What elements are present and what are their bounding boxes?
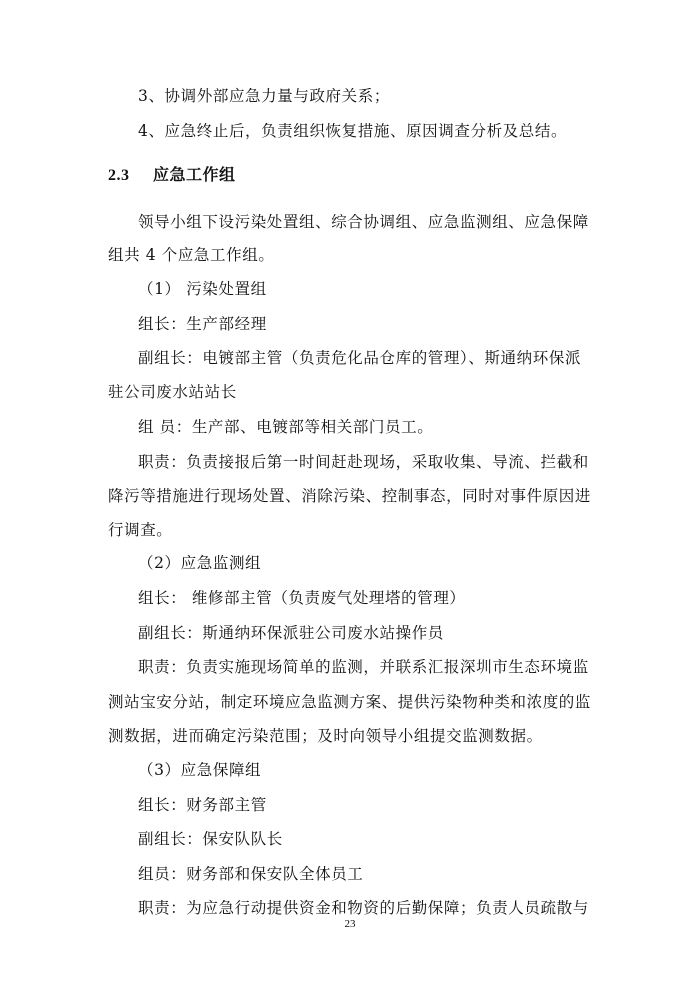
subsection-heading: （1） 污染处置组 <box>138 280 267 298</box>
text-line: 组 员：生产部、电镀部等相关部门员工。 <box>138 418 434 436</box>
text-line: 职责：负责实施现场简单的监测，并联系汇报深圳市生态环境监 <box>138 658 589 676</box>
text-line: 组长：财务部主管 <box>138 796 267 814</box>
text-line: 组长：生产部经理 <box>138 315 267 333</box>
text-line: 组共 4 个应急工作组。 <box>108 246 275 264</box>
text-line: 职责：为应急行动提供资金和物资的后勤保障；负责人员疏散与 <box>138 899 589 917</box>
text-line: 组员：财务部和保安队全体员工 <box>138 865 364 883</box>
text-line: 副组长：电镀部主管（负责危化品仓库的管理）、斯通纳环保派 <box>138 349 582 367</box>
page-number: 23 <box>344 918 356 930</box>
text-line: 领导小组下设污染处置组、综合协调组、应急监测组、应急保障 <box>138 213 589 231</box>
text-line: 行调查。 <box>108 521 173 539</box>
text-line: 驻公司废水站站长 <box>108 383 237 401</box>
text-line: 职责：负责接报后第一时间赶赴现场，采取收集、导流、拦截和 <box>138 453 589 471</box>
text-line: 4、应急终止后，负责组织恢复措施、原因调查分析及总结。 <box>138 122 568 140</box>
text-line: 副组长：斯通纳环保派驻公司废水站操作员 <box>138 624 444 642</box>
section-heading <box>108 164 236 187</box>
section-title: 应急工作组 <box>153 165 236 184</box>
text-line: 测数据，进而确定污染范围；及时向领导小组提交监测数据。 <box>108 727 543 745</box>
text-line: 降污等措施进行现场处置、消除污染、控制事态，同时对事件原因进 <box>108 487 592 505</box>
subsection-heading: （3）应急保障组 <box>138 761 262 779</box>
text-line: 3、协调外部应急力量与政府关系； <box>138 87 390 105</box>
text-line: 副组长：保安队队长 <box>138 830 283 848</box>
text-line: 测站宝安分站，制定环境应急监测方案、提供污染物种类和浓度的监 <box>108 693 592 711</box>
text-line: 组长： 维修部主管（负责废气处理塔的管理） <box>138 589 466 607</box>
section-number: 2.3 <box>108 167 130 184</box>
subsection-heading: （2）应急监测组 <box>138 554 262 572</box>
